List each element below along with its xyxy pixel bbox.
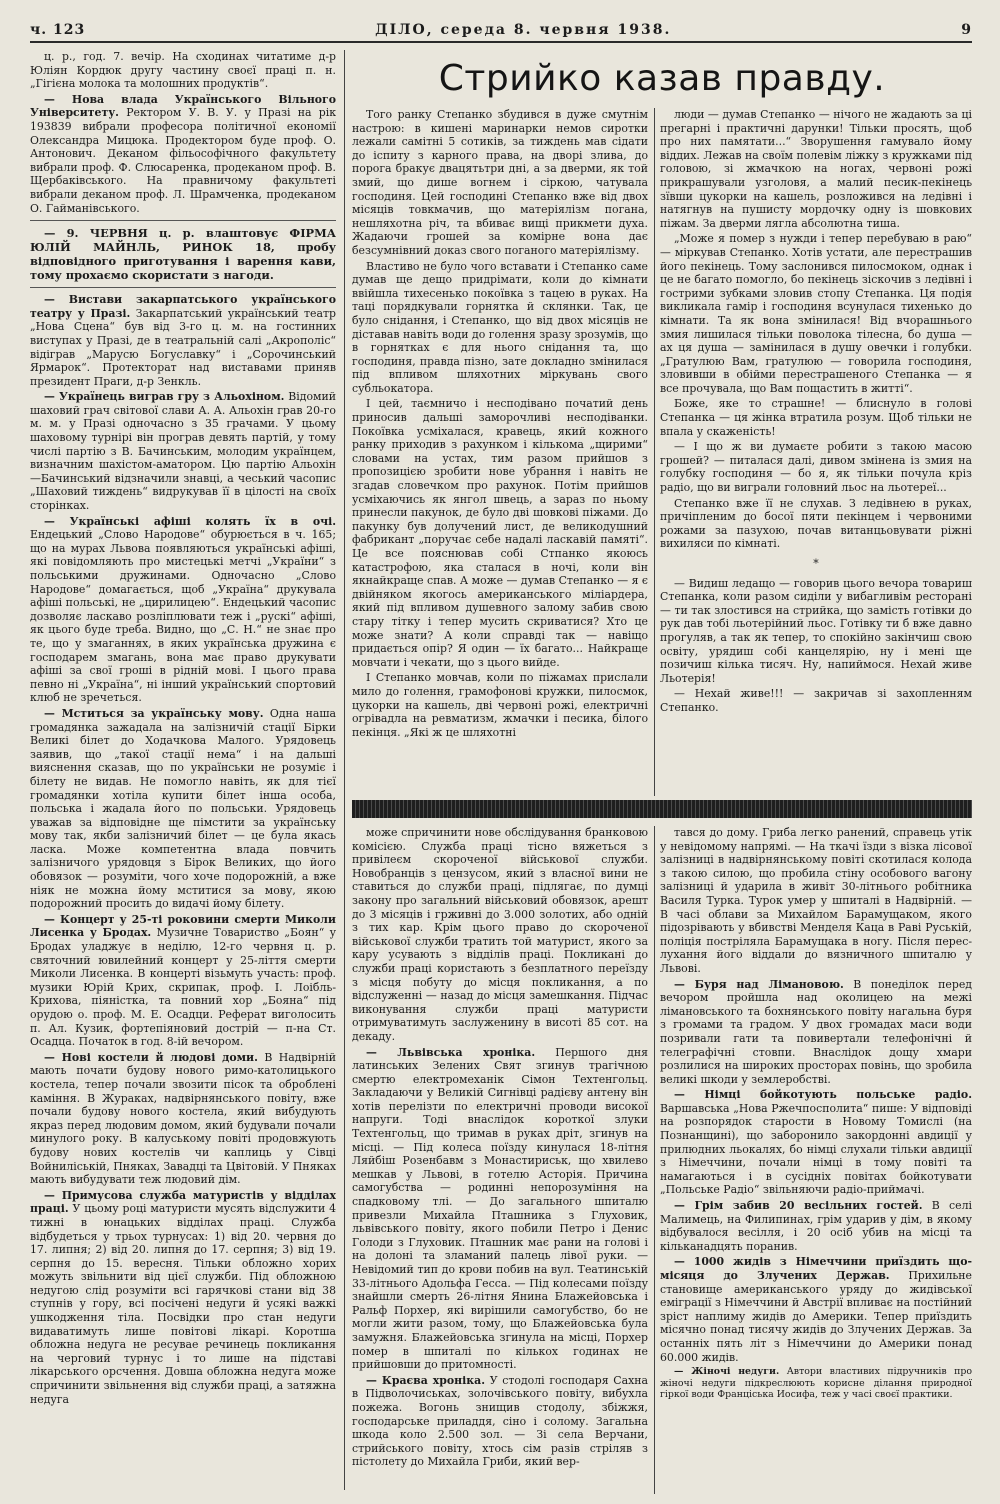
news-text: Одна наша громадянка зажадала на залізничій стації Бірки Великі білет до Ходачкова Малого. Урядовець заявив, що „такої стації нема“ і на дальші вияснення сказав, що по українськи не розуміє і білету не видав. Не помогло навіть, як для тієї громадянки хотіла купити білет інша особа, польська і жадала його по польськи. Урядовець уважав за відповідне ще пімстити за українську мову так, якби залізничий білет — це була якась ласка. Може компетентна влада повчить залізничого урядовця з Бірок Великих, що його обовязок — розуміти, чого хоче подорожній, а вже ніяк не можна йому мститися за мову, якою подорожний просить до видачі йому білету. [30,706,336,911]
news-column-right [660,826,972,1494]
news-paragraph [30,515,336,705]
feature-column-1 [352,108,648,796]
news-item [352,1374,648,1469]
news-headline: — 1000 жидів з Німеччини приїздить що-місяця до Злучених Держав. [660,1255,972,1282]
news-text: В понеділок перед вечором пройшла над околицею на межі лімановського та бохнянського повіту нагальна буря з громами та градом. У двох громадах маси води позривали гати та повивертали телефонічні й телеграфічні стовпи. Внаслідок дощу хмари розлилися на широких просторах повінь, що зробила великі шкоди у землеробстві. [660,977,972,1086]
news-text: У стодолі господаря Сахна в Підволочиськах, золочівського повіту, вибухла пожежа. Вогонь знищив стодолу, збіжжя, господарське приладдя, сіно і солому. Загальна шкода коло 2.500 зол. — Зі села Верчани, стрийського повіту, хтось сім разів стріляв з пістолету до Михайла Гриби, який вер- [352,1373,648,1469]
news-column-middle [352,826,648,1494]
page-header [30,22,972,43]
story-paragraph: „Може я помер з нужди і тепер перебуваю в раю“ — міркував Степанко. Хотів устати, але перестрашив його пекінець. Тому заслонився пилосмоком, однак і це не багато помогло, бо пекінець зіскочив з ледівні і гострими зубками зловив стопу Степанка. Ця подія викликала гамір і господиня всунулася тихенько до кімнати. Та як вона змінилася! Від вчорашнього змия лишилася тільки поволока тілесна, бо душа — ах ця душа — замінилася в душу овечки і голубки. „Гратулюю Вам, гратулюю — говорила господиня, зловивши в обійми перестрашеного Степанка — я все прочувала, що Вам пощастить в житті“. [660,232,972,395]
page-number: 9 [961,22,972,38]
news-paragraph [352,1046,648,1372]
news-text: В Надвірній мають почати будову нового римо-католицького костела, тепер почали звозити пісок та оброблені каміння. В Жураках, надвірнянського повіту, вже почали будову нового костела, який вибудують якраз перед людовим домом, який будували почали минулого року. В калуському повіті продовжують будову нових костелів чи каплиць у Сівці Войниліській, Пняках, Завадці та Цвітовій. У Пняках мають вибудувати теж людовий дім. [30,1050,336,1187]
story-paragraph: Степанко вже її не слухав. З ледівнею в руках, причіпленим до босої пяти пекінцем і червоними рожами за пазухою, почав витанцьовувати ріжні вихиляси по кімнаті. [660,496,972,551]
column-divider [654,108,655,796]
news-item [30,1051,336,1187]
news-text: Першого дня латинських Зелених Свят згинув трагічною смертю електромеханік Сімон Техтенгольц. Закладаючи у Великій Сигнівці радієву антену він хотів перелізти по електричні проводи високої напруги. Тоді внаслідок короткої злуки Техтенгольц, що тримав в руках дріт, згинув на місці. — Під колеса поїзду кинулася 18-літня Ляйбіш Розенбавм з Монастириськ, що хвилево мешкав у Львові, в готелю Асторія. Причина самогубства — родинні непорозуміння на спадковому тлі. — До загального шпиталю привезли Михайла Пташника з Глуховик, львівського повіту, якого побили Петро і Денис Голоди з Глуховик. Пташник має рани на голові і на долоні та зламаний палець лівої руки. — Невідомий тип до крови побив на вул. Театинській 33-літнього Адольфа Гесса. — Під колесами поїзду знайшли смерть 26-літня Янина Блажейовська і Ральф Порхер, які вирішили самогубство, бо не могли жити разом, тому, що Блажейовська була замужня. Блажейовська згинула на місці, Порхер помер в шпиталі по кількох годинах не прийшовши до притомності. [352,1045,648,1372]
feature-title: Стрийко казав правду. [438,58,886,99]
news-headline: — Німці бойкотують польське радіо. [674,1088,972,1102]
news-text: Відомий шаховий грач світової слави А. А. Альохін грав 20-го м. м. у Празі одночасно з 35 грачами. У цьому шаховому турнірі він програв девять партій, у тому числі партію з В. Бачинським, молодим українцем, визначним шахістом-аматором. Цю партію Альохін—Бачинський відзначили знавці, а чеський часопис „Шаховий тиждень“ видрукував її в цілості на своїх сторінках. [30,390,336,513]
news-paragraph [30,226,336,282]
news-text: Музичне Товариство „Боян“ у Бродах уладжує в неділю, 12-го червня ц. р. святочний ювилейний концерт у 25-ліття смерти Миколи Лисенка. В концерті візьмуть участь: проф. музики Юрій Крих, скрипак, проф. І. Лоібль-Крихова, піяністка, та повний хор „Бояна“ під орудою о. проф. М. Е. Осадци. Реферат виголосить п. Ал. Кузик, фортепіяновий дострій — п-на Ст. Осадца. Початок в год. 8-ій вечором. [30,926,336,1049]
news-paragraph [352,826,648,1044]
story-paragraph: Властиво не було чого вставати і Степанко саме думав ще дещо придрімати, коли до кімнати ввійшла тихесенько покоївка з тацею в руках. На таці порядкували горнятка й склянки. Так, це було снідання, і Степанко, що від двох місяців не діставав навіть води до голення зразу зрозумів, що в горнятках є для нього снідання та, що господиня, правда пізно, зате докладно змінилася під впливом шляхотних міркувань свого субльокатора. [352,259,648,395]
news-item [660,1366,972,1401]
advertisement [30,226,336,282]
story-paragraph: І Степанко мовчав, коли по піжамах прислали мило до голення, грамофонові кружки, пилосмок, цукорки на кашель, дві червоні рожі, електричні огрівадла на ревматизм, жмачки і песика, білого пекінця. „Які ж це шляхотні [352,671,648,739]
story-paragraph: Того ранку Степанко збудився в дуже смутнім настрою: в кишені маринарки немов сиротки лежали самітні 5 сотиків, за тиждень мав сідати до іспиту з карного права, на дворі злива, до порога бракує двацятьтри дні, а за дверми, як той змий, що дише вогнем і сіркою, чатувала господиня. Цей господині Степанко вже від двох місяців товкмачив, що матеріялізм погана, нешляхотна річ, та вбиває вищі прикмети духа. Жадаючи грошей за комірне вона дає безсумнівний доказ свого поганого матеріялізму. [352,108,648,257]
news-text: Прихильне становище американського уряду до жидівської еміграції з Німеччини й Австрії впливає на постійний зріст наплиму жидів до Америки. Тепер приїздить місячно понад тисячу жидів до Злучених Держав. За останніх пять літ з Німеччини до Америки понад 60.000 жидів. [660,1269,972,1364]
news-text: може спричинити нове обслідування бранковою комісією. Служба праці тісно вяжеться з привілеєм скороченої військової служби. Новобранців з цензусом, який з власної вини не ставиться до служби праці, підлягає, по думці закону про загальний військовий обовязок, арешт до 3 місяців і грживні до 3.000 золотих, або одній з тих кар. Крім цього право до скороченої військової служби тратить той матурист, якого за кару усувають з відділів праці. Покликані до служби праці користають з безплатного переїзду з місця побуту до місця покликання, а по відслуженні — назад до місця замешкання. Підчас виконування служби праці матуристи отримуватимуть заслуженину в висоті 85 сот. на декаду. [352,826,648,1043]
news-headline: — Примусова служба матуристів у відділах праці. [30,1188,336,1216]
news-item [660,1199,972,1253]
news-text: В селі Малимець, на Филипинах, грім ударив у дім, в якому відбувалося весілля, і 20 осіб убив на місці та кільканадцять поранив. [660,1199,972,1253]
news-item [30,707,336,911]
news-headline: — Нова влада Українського Вільного Університету. [30,92,336,120]
news-text: Варшавська „Нова Ржечпосполита“ пише: У відповіді на розпорядок старости в Новому Томислі (на Познанщині), що заборонило закордонні авдиції у прилюдних льокалях, бо німці слухали тільки авдиції з Німеччини, почали німці в тому повіті та намагаються і в сусідніх повітах бойкотувати „Польське Радіо“ звільняючи радіо-приймачі. [660,1101,972,1197]
news-paragraph [660,1088,972,1197]
news-paragraph [660,1366,972,1401]
section-star: * [813,557,819,570]
news-headline: — Буря над Лімановою. [674,977,844,991]
news-text: У цьому році матуристи мусять відслужити 4 тижні в юнацьких відділах праці. Служба відбудеться у трьох турнусах: 1) від 20. червня до 17. липня; 2) від 20. липня до 17. серпня; 3) від 19. серпня до 15. вересня. Тільки обложно хорих можуть звільнити від цієї служби. Під обложною недугою слід розуміти всі гарячкові стани від 38 ступнів у гору, всі посічені недуги й усякі важкі ушкодження тіла. Посвідки про стан недуги видаватимуть лише повітові лікарі. Коротша обложна недуга не ресувае речинець покликання на черговий турнус і то лише на підставі лікарського орсчення. Довша обложна недуга може спричинити звільнення від служби праці, а затяжна недуга [30,1202,336,1406]
news-headline: — Українець виграв гру з Альохіном. [44,390,285,404]
story-paragraph: Боже, яке то страшне! — блиснуло в голові Степанка — ця жінка втратила розум. Щоб тільки не впала у скаженість! [660,397,972,438]
news-paragraph [30,93,336,215]
news-headline: — Жіночі недуги. [674,1366,780,1378]
issue-number: ч. 123 [30,22,86,38]
news-text: Закарпатський український театр „Нова Сцена“ був від 3-го ц. м. на гостинних виступах у Празі, де в театральній салі „Акрополіс“ відіграв „Марусю Богуславку“ і „Сорочинський Ярмарок“. Протекторат над виставами приняв президент Праги, д-р Зенкль. [30,306,336,388]
news-item [30,913,336,1049]
left-column [30,50,336,1490]
news-headline: — Грім забив 20 весільних гостей. [674,1199,923,1213]
news-text: тався до дому. Гриба легко ранений, справець утік у невідомому напрямі. — На ткачі їзди з візка лісової залізниці в надвірнянському повіті скотилася колода з такою силою, що пробила стіну особового вагону залізниці й ударила в живіт 30-літнього робітника Василя Турка. Турок умер у шпиталі в Надвірній. — В часі облави за Михайлом Барамущаком, якого підозрівають у вбивстві Менделя Каца в Раві Руській, поліція постріляла Барамущака в ногу. Після переслухання його віддали до вязничного шпиталю у Львові. [660,826,972,975]
news-item [352,826,648,1044]
news-paragraph [660,826,972,976]
news-text: Автори властивих підручників про жіночі недуги підкреслюють корисне ділання природної гіркої води Франціська Иосифа, теж у часі своєї практики. [660,1366,972,1401]
column-divider [654,826,655,1494]
news-item [30,50,336,91]
news-item [660,826,972,976]
news-item [30,390,336,512]
news-item [352,1046,648,1372]
news-item [30,93,336,215]
news-headline: — Львівська хроніка. [366,1045,536,1059]
news-paragraph [30,50,336,91]
news-paragraph [660,978,972,1087]
section-divider-band [352,800,972,818]
story-paragraph: люди — думав Степанко — нічого не жадають за ці прегарні і практичні дарунки! Тільки просять, щоб про них памятати...“ Зворушення гамувало йому віддих. Лежав на своїм полевім ліжку з кружками під головою, зі жмачкою на ногах, червоні рожі прикрашували узголовя, а малий песик-пекінець зївши цукорки на кашель, розложився на ледівні і натягнув на пушисту мордочку одну із шовкових піжам. За дверми лягла абсолютна тиша. [660,108,972,230]
news-paragraph [30,707,336,911]
news-text: Ректором У. В. У. у Празі на рік 193839 вибрали професора політичної економії Олександра Мицюка. Продектором буде проф. О. Антонович. Деканом фільософічного факультету вибрали проф. Ф. Слюсаренка, продеканом проф. В. Щербаківського. На правничому факультеті вибрали деканом проф. Л. Шрамченка, продеканом О. Гайманівського. [30,106,336,215]
news-text: ц. р., год. 7. вечір. На сходинах читатиме д-р Юліян Кордюк другу частину своєї праці п. н. „Гігієна молока та молошних продуктів“. [30,50,336,91]
news-item [30,1189,336,1407]
news-headline: — Мститься за українську мову. [44,706,264,720]
feature-column-2 [660,108,972,796]
news-headline: — Вистави закарпатського українського театру у Празі. [30,293,336,320]
news-paragraph [660,1199,972,1253]
story-paragraph: — Видиш ледащо — говорив цього вечора товариш Степанка, коли разом сиділи у вибагливім ресторані — ти так злостився на стрийка, що замість готівки до рук дав тобі льотерійний льос. Готівку ти б вже давно прогуляв, а так як тепер, то спокійно закінчиш свою освіту, урядиш собі канцелярію, ну і мені ще позичиш кілька тисяч. Ну, напиймося. Нехай живе Льотерія! [660,576,972,685]
rule [30,220,336,221]
news-headline: — Українські афіші колять їх в очі. [44,514,336,528]
rule [30,287,336,288]
news-paragraph [660,1255,972,1364]
news-headline: — Концерт у 25-ті роковини смерти Миколи Лисенка у Бродах. [30,912,336,940]
news-headline: — Краєва хроніка. [366,1373,485,1387]
news-paragraph [30,913,336,1049]
masthead-date: ДІЛО, середа 8. червня 1938. [375,22,672,38]
story-paragraph: — Нехай живе!!! — закричав зі захопленням Степанко. [660,687,972,714]
story-paragraph: — І що ж ви думаєте робити з такою масою грошей? — питалася далі, дивом змінена із змия на голубку господиня — бо я, як тільки почула кріз радіо, що ви виграли головний льос на льотереї... [660,440,972,495]
news-item [660,978,972,1087]
news-item [660,1088,972,1197]
news-headline: — Нові костели й людові доми. [44,1050,258,1064]
news-text: Ендецький „Слово Народове“ обурюється в ч. 165; що на мурах Львова появляються українські афіші, які повідомляють про мистецькі метчі „України“ з польськими дружинами. Одночасно „Слово Народове“ домагається, щоб „Україна“ друкувала афіші польські, не „цирилицею“. Ендецький часопис дозволяє ласкаво розліплювати теж і „рускі“ афіші, як цього буде треба. Видно, що „С. Н.“ не знає про те, що у змаганнях, в яких українська дружина є господарем змагань, вона має право друкувати афіші за свої гроші в рідній мові. І цього права певно ні „Україна“, ні інший український спортовий клюб не зречеться. [30,528,336,705]
news-paragraph [352,1374,648,1469]
news-item [30,293,336,388]
story-paragraph: І цей, таємничо і несподівано початий день приносив дальші заморочливі несподіванки. Покоївка усміхалася, кравець, який кожного ранку приходив з рахунком і кількома „щирими“ словами на устах, тим разом прийшов з пропозицією зробити нове убрання і навіть не згадав словечком про рахунок. Потім прийшов усміхаючись як янгол швець, а зараз по ньому принесли пакунок, де було дві шовкові піжами. До пакунку був долучений лист, де великодушний фабрикант „поручає себе надалі ласкавій памяті“. Це все пояснював собі Стпанко якоюсь катастрофою, яка сталася в ночі, коли він якнайкраще спав. А може — думав Степанко — я є двійняком якогось американського міліардера, який під впливом душевного залому забив свою стару тітку і тепер мусить скриватися? Хто це може знати? А коли справді так — навіщо придається опір? Я один — їх багато... Найкраще мовчати і чекати, що з цього вийде. [352,397,648,669]
news-item [30,515,336,705]
news-paragraph [30,293,336,388]
news-item [660,1255,972,1364]
news-paragraph [30,1051,336,1187]
column-divider [344,50,345,1490]
news-text: — 9. ЧЕРВНЯ ц. р. влаштовує ФІРМА ЮЛІЙ МАЙНЛЬ, РИНОК 18, пробу відповідного приготування і варення кави, тому прохаємо скористати з нагоди. [30,226,336,283]
news-paragraph [30,390,336,512]
news-paragraph [30,1189,336,1407]
